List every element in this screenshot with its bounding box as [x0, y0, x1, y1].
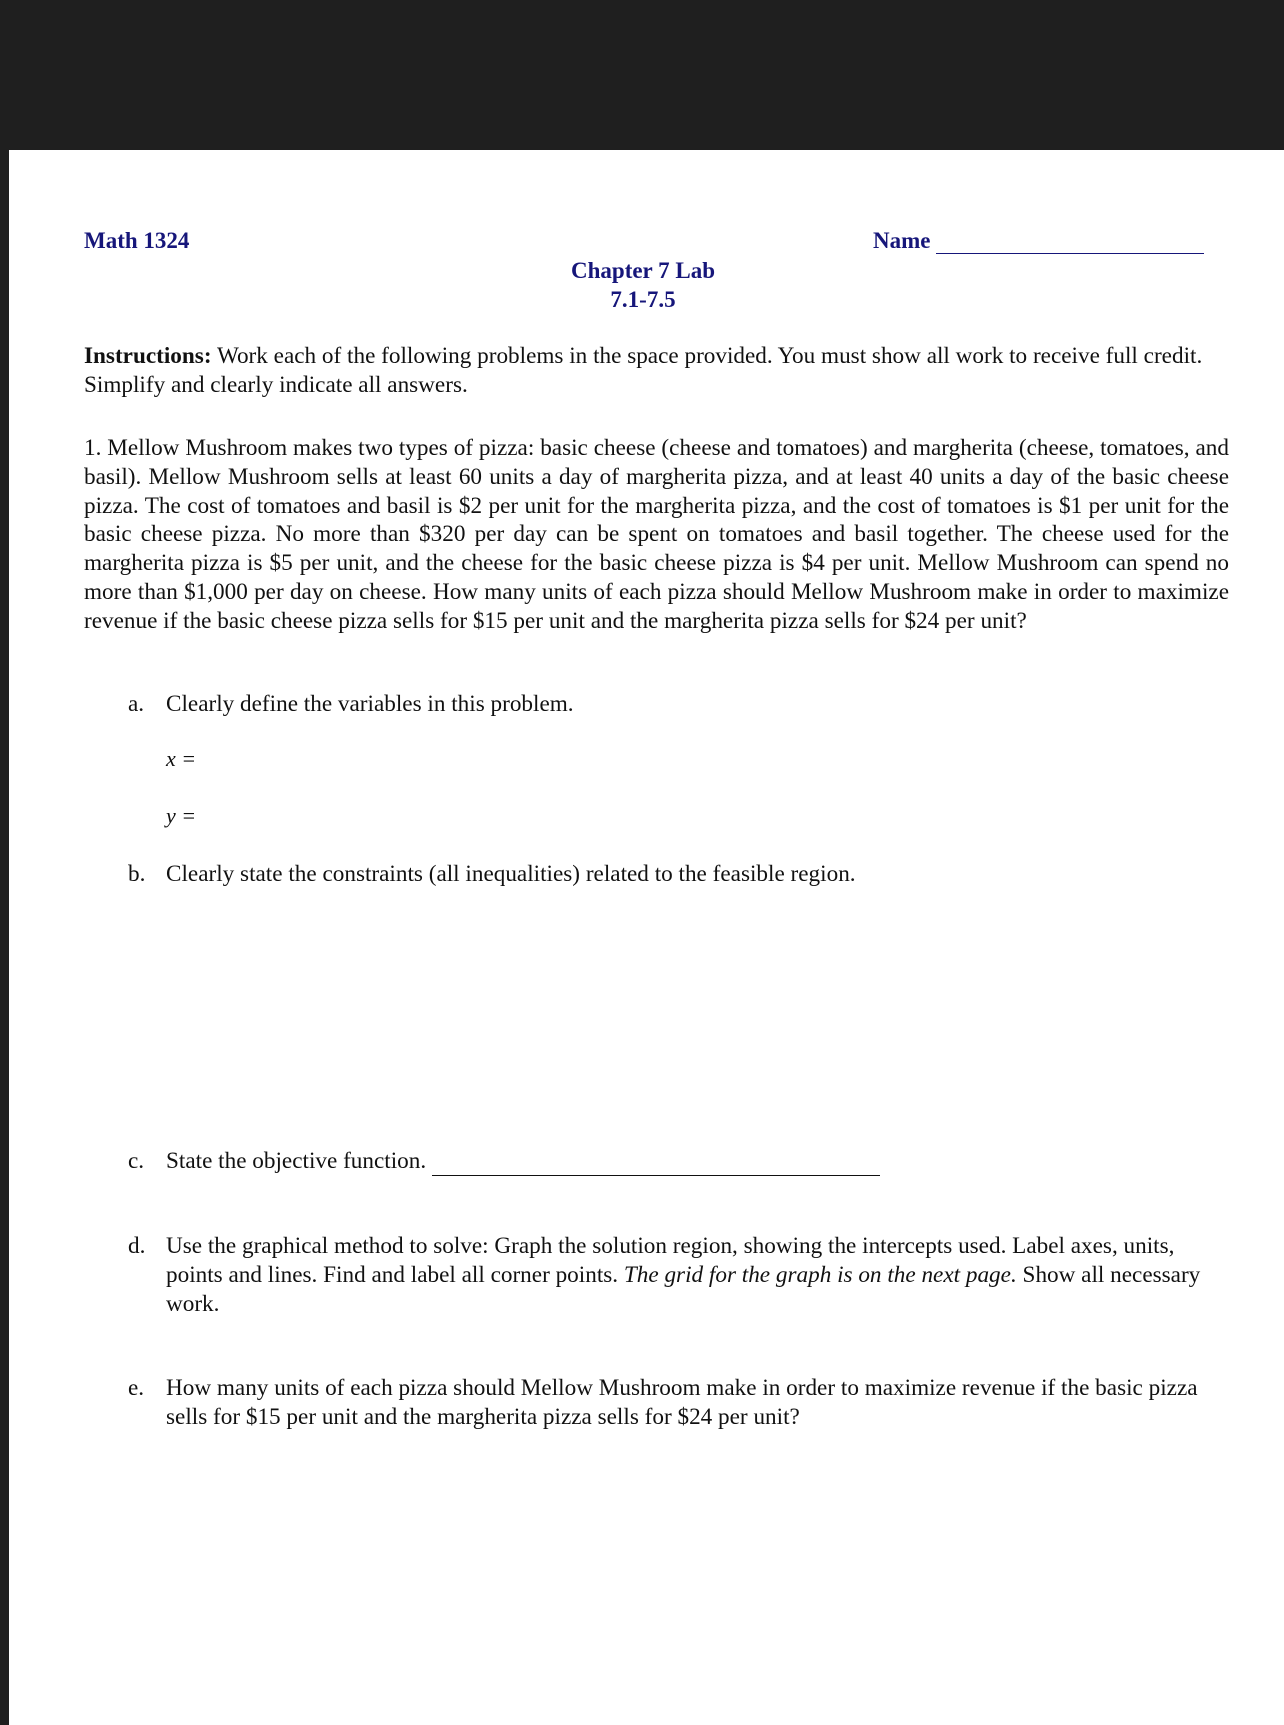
worksheet-page — [9, 150, 1284, 1725]
instructions-text: Work each of the following problems in the space provided. You must show all work to receive full credit. Simplify and clearly indicate all answers. — [84, 343, 1203, 398]
part-e-label: e. — [128, 1375, 145, 1401]
part-b — [128, 860, 1213, 890]
part-d-label: d. — [128, 1233, 146, 1259]
instructions — [84, 342, 1224, 400]
part-e-text: How many units of each pizza should Mellow Mushroom make in order to maximize revenue if the basic pizza sells for $15 per unit and the margherita pizza sells for $24 per unit? — [166, 1375, 1198, 1430]
part-c — [128, 1147, 1213, 1177]
part-d-italic-note: The grid for the graph is on the next page. — [623, 1261, 1017, 1288]
page-title-block — [9, 256, 1284, 314]
name-field — [873, 228, 1204, 254]
problem-statement: 1. Mellow Mushroom makes two types of pizza: basic cheese (cheese and tomatoes) and margherita (cheese, tomatoes, and basil). Mellow Mushroom sells at least 60 units a day of margherita pizza, and at least 40 units a day of the basic cheese pizza. The cost of tomatoes and basil is $2 per unit for the margherita pizza, and the cost of tomatoes is $1 per unit for the basic cheese pizza. No more than $320 per day can be spent on tomatoes and basil together. The cheese used for the margherita pizza is $5 per unit, and the cheese for the basic cheese pizza is $4 per unit. Mellow Mushroom can spend no more than $1,000 per day on cheese. How many units of each pizza should Mellow Mushroom make in order to maximize revenue if the basic cheese pizza sells for $15 per unit and the margherita pizza sells for $24 per unit? — [84, 435, 1229, 634]
section-range: 7.1-7.5 — [610, 287, 676, 312]
part-a — [128, 690, 1213, 720]
part-d-text: Use the graphical method to solve: Graph the solution region, showing the intercepts used. Label axes, units, points and lines. Find and label all corner points. — [166, 1233, 1175, 1288]
course-title: Math 1324 — [84, 228, 190, 253]
part-b-text: Clearly state the constraints (all inequalities) related to the feasible region. — [166, 861, 856, 887]
part-c-label: c. — [128, 1148, 145, 1174]
part-b-label: b. — [128, 861, 146, 887]
name-blank-line[interactable] — [936, 229, 1204, 254]
part-e — [128, 1374, 1213, 1434]
part-d — [128, 1232, 1213, 1322]
part-d-text-end: Show all necessary work. — [166, 1261, 1201, 1317]
part-a-text: Clearly define the variables in this problem. — [166, 691, 574, 717]
page-title: Chapter 7 Lab — [571, 258, 715, 283]
x-variable: x = — [166, 746, 197, 771]
part-c-text: State the objective function. — [166, 1148, 427, 1174]
y-variable: y = — [166, 803, 197, 828]
part-a-label: a. — [128, 691, 145, 717]
objective-function-blank[interactable] — [432, 1151, 880, 1176]
name-label: Name — [873, 228, 931, 253]
instructions-label: Instructions: — [84, 343, 212, 369]
